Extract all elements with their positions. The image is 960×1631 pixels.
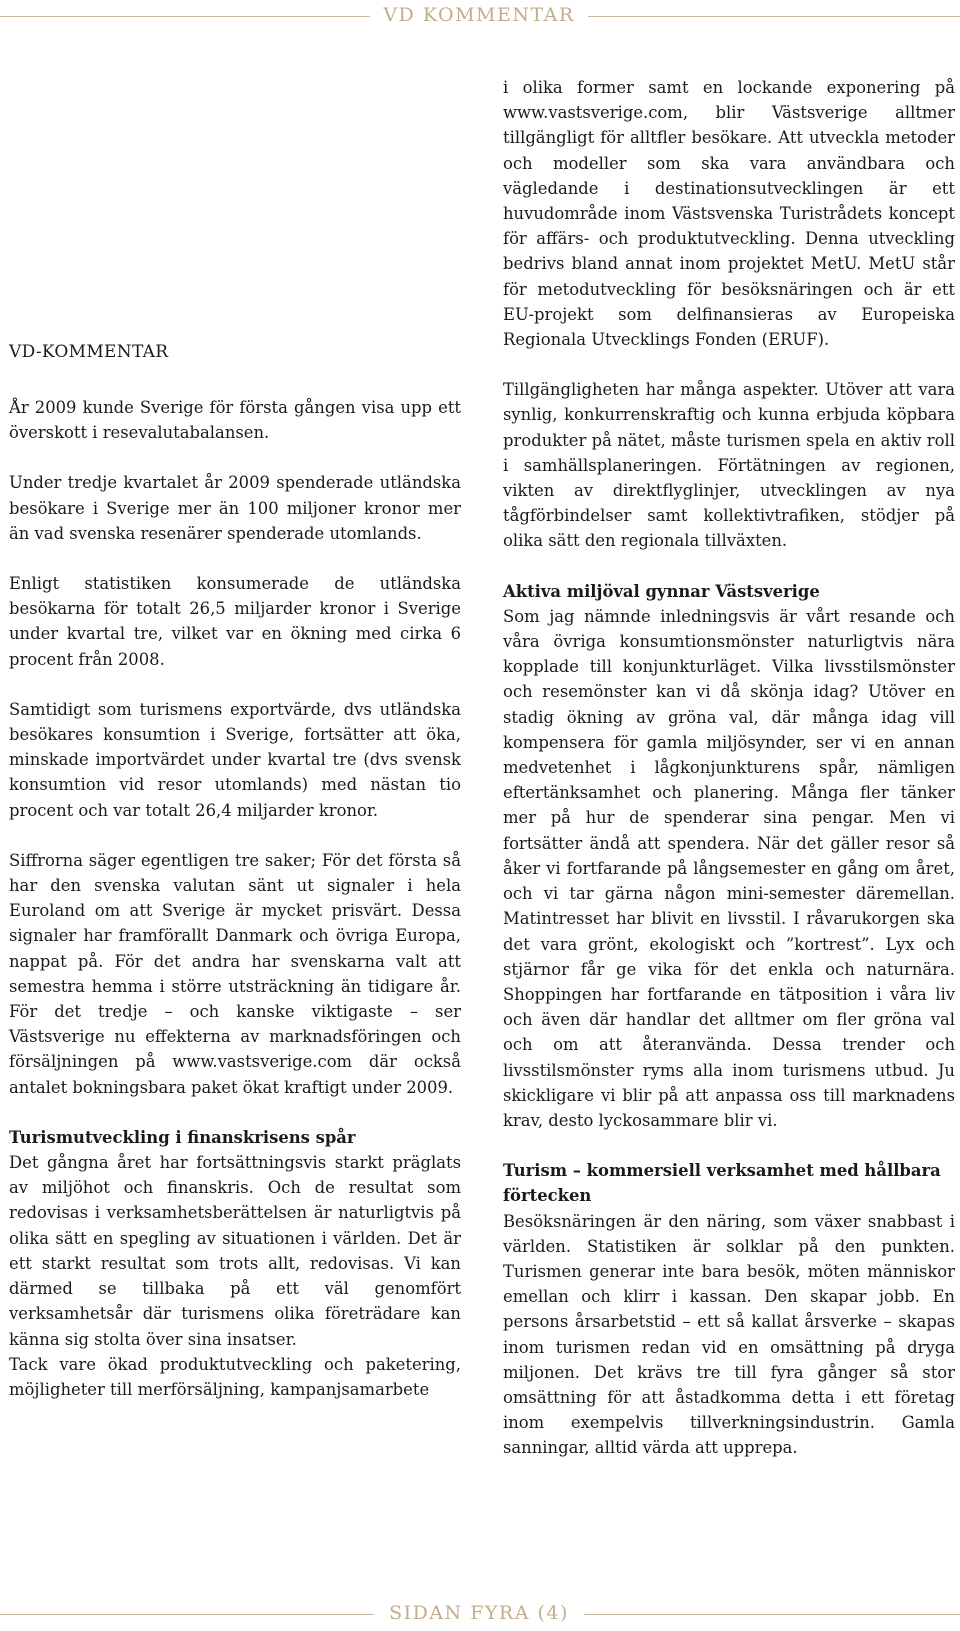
header-rule-right xyxy=(588,16,960,17)
left-paragraph-2: Under tredje kvartalet år 2009 spenderade utländska besökare i Sverige mer än 100 miljoner kronor mer än vad svenska resenärer spenderade utomlands. xyxy=(9,473,461,543)
right-paragraph-3: Som jag nämnde inledningsvis är vårt resande och våra övriga konsumtionsmönster naturligtvis nära kopplade till konjunkturläget. Vilka livsstilsmönster och resemönster kan vi då skönja idag? Utöver en stadig ökning av gröna val, där många idag vill kompensera för gamla miljösynder, ser vi en annan medvetenhet i lågkonjunkturens spår, nämligen eftertänksamhet och planering. Många fler tänker mer på hur de spenderar sina pengar. Men vi fortsätter ändå att spendera. När det gäller resor så åker vi fortfarande på långsemester en gång om året, och vi tar gärna någon mini-semester däremellan. Matintresset har blivit en livsstil. I råvarukorgen ska det vara grönt, ekologiskt och ”kortrest”. Lyx och stjärnor får ge vika för det enkla och naturnära. Shoppingen har fortfarande en tätposition i våra liv och även där handlar det alltmer om fler gröna val och om att återanvända. Dessa trender och livsstilsmönster ryms alla inom turismens utbud. Ju skickligare vi blir på att anpassa oss till marknadens krav, desto lyckosammare blir vi. xyxy=(503,606,955,1130)
left-paragraph-1: År 2009 kunde Sverige för första gången visa upp ett överskott i resevalutabalansen. xyxy=(9,398,461,443)
right-heading-1: Aktiva miljöval gynnar Västsverige xyxy=(503,581,820,601)
header-rule-left xyxy=(0,16,370,17)
section-label: VD-KOMMENTAR xyxy=(9,342,169,362)
right-heading-2: Turism – kommersiell verksamhet med hållbara förtecken xyxy=(503,1161,941,1206)
left-paragraph-3: Enligt statistiken konsumerade de utländska besökarna för totalt 26,5 miljarder kronor i Sverige under kvartal tre, vilket var en ökning med cirka 6 procent från 2008. xyxy=(9,574,461,669)
left-heading-1: Turismutveckling i finanskrisens spår xyxy=(9,1127,356,1147)
right-paragraph-4: Besöksnäringen är den näring, som växer snabbast i världen. Statistiken är solklar på den punkten. Turismen generar inte bara besök, möten människor emellan och klirr i kassan. Den skapar jobb. En persons årsarbetstid – ett så kallat årsverke – skapas inom turismen redan vid en omsättning på dryga miljonen. Det krävs tre till fyra gånger så stor omsättning för att åstadkomma detta i ett företag inom exempelvis tillverkningsindustrin. Gamla sanningar, alltid värda att upprepa. xyxy=(503,1211,955,1458)
running-header: VD KOMMENTAR xyxy=(383,4,575,26)
right-column xyxy=(503,75,955,1461)
right-paragraph-1: i olika former samt en lockande exponering på www.vastsverige.com, blir Västsverige alltmer tillgängligt för alltfler besökare. Att utveckla metoder och modeller som ska vara användbara och vägledande i destinationsutvecklingen är ett huvudområde inom Västsvenska Turistrådets koncept för affärs- och produktutveckling. Denna utveckling bedrivs bland annat inom projektet MetU. MetU står för metodutveckling för besöksnäringen och är ett EU-projekt som delfinansieras av Europeiska Regionala Utvecklings Fonden (ERUF). xyxy=(503,78,955,350)
left-paragraph-6: Det gångna året har fortsättningsvis starkt präglats av miljöhot och finanskris. Och de resultat som redovisas i verksamhetsberättelsen är naturligtvis på olika sätt en spegling av situationen i världen. Det är ett starkt resultat som trots allt, redovisas. Vi kan därmed se tillbaka på ett väl genomfört verksamhetsår där turismens olika företrädare kan känna sig stolta över sina insatser. xyxy=(9,1153,461,1349)
footer-rule-right xyxy=(584,1614,960,1615)
left-paragraph-5: Siffrorna säger egentligen tre saker; För det första så har den svenska valutan sänt ut signaler i hela Euroland om att Sverige är mycket prisvärt. Dessa signaler har framförallt Danmark och övriga Europa, nappat på. För det andra har svenskarna valt att semestra hemma i större utsträckning än tidigare år. För det tredje – och kanske viktigaste – ser Västsverige nu effekterna av marknadsföringen och försäljningen på www.vastsverige.com där också antalet bokningsbara paket ökat kraftigt under 2009. xyxy=(9,850,461,1097)
left-column xyxy=(9,395,461,1402)
footer-rule-left xyxy=(0,1614,374,1615)
left-paragraph-7: Tack vare ökad produktutveckling och paketering, möjligheter till merförsäljning, kampanjsamarbete xyxy=(9,1354,461,1399)
page-number-label: SIDAN FYRA (4) xyxy=(389,1602,569,1624)
right-paragraph-2: Tillgängligheten har många aspekter. Utöver att vara synlig, konkurrenskraftig och kunna erbjuda köpbara produkter på nätet, måste turismen spela en aktiv roll i samhällsplaneringen. Förtätningen av regionen, vikten av direktflyglinjer, utvecklingen av nya tågförbindelser samt kollektivtrafiken, stödjer på olika sätt den regionala tillväxten. xyxy=(503,380,955,551)
left-paragraph-4: Samtidigt som turismens exportvärde, dvs utländska besökares konsumtion i Sverige, fortsätter att öka, minskade importvärdet under kvartal tre (dvs svensk konsumtion vid resor utomlands) med nästan tio procent och var totalt 26,4 miljarder kronor. xyxy=(9,699,461,820)
